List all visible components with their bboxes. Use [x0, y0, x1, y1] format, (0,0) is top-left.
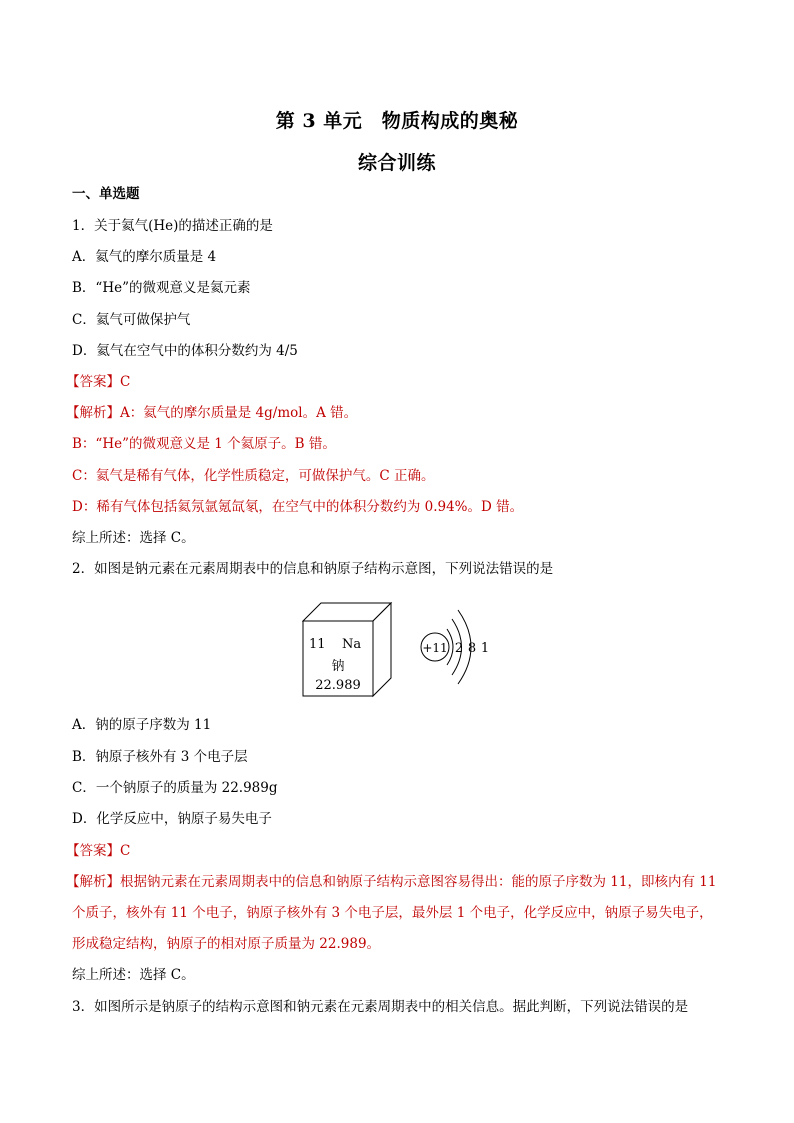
nucleus-charge: +11 [422, 641, 448, 655]
question-2-analysis-line-1 [66, 872, 716, 892]
question-1-summary: 综上所述：选择 C。 [72, 530, 195, 546]
question-1-option-a: A．氦气的摩尔质量是 4 [72, 249, 217, 265]
answer-value: C [120, 843, 131, 859]
answer-tag: 【答案】 [66, 374, 120, 390]
analysis-text: 根据钠元素在元素周期表中的信息和钠原子结构示意图容易得出：能的原子序数为 11，即核内有 11 [120, 874, 717, 890]
question-1-option-c: C．氦气可做保护气 [72, 312, 191, 328]
shell-2-count: 8 [467, 641, 477, 656]
section-heading: 一、单选题 [72, 186, 140, 202]
analysis-text: A：氦气的摩尔质量是 4g/mol。A 错。 [120, 405, 358, 421]
question-2-analysis-line-3: 形成稳定结构，钠原子的相对原子质量为 22.989。 [72, 936, 381, 952]
question-1-analysis-line-2: B：“He”的微观意义是 1 个氦原子。B 错。 [72, 436, 336, 452]
question-2-option-b: B．钠原子核外有 3 个电子层 [72, 749, 248, 765]
question-2-option-d: D．化学反应中，钠原子易失电子 [72, 811, 272, 827]
answer-tag: 【答案】 [66, 843, 120, 859]
atomic-structure-figure [418, 598, 500, 694]
atomic-mass: 22.989 [315, 678, 361, 693]
question-1-answer [66, 372, 130, 392]
question-1-analysis-line-1 [66, 403, 357, 423]
page-title: 第 3 单元 物质构成的奥秘 [275, 110, 519, 132]
question-2-option-c: C．一个钠原子的质量为 22.989g [72, 780, 278, 796]
question-2-analysis-line-2: 个质子，核外有 11 个电子，钠原子核外有 3 个电子层，最外层 1 个电子，化学反应中，钠原子易失电子， [72, 905, 713, 921]
question-2-answer [66, 841, 130, 861]
question-2-stem: 2．如图是钠元素在元素周期表中的信息和钠原子结构示意图，下列说法错误的是 [72, 561, 554, 577]
shell-1-count: 2 [454, 641, 464, 656]
answer-value: C [120, 374, 131, 390]
question-1-analysis-line-4: D：稀有气体包括氦氖氩氪氙氡，在空气中的体积分数约为 0.94%。D 错。 [72, 499, 524, 515]
analysis-tag: 【解析】 [66, 405, 120, 421]
analysis-tag: 【解析】 [66, 874, 120, 890]
element-name: 钠 [331, 659, 345, 674]
question-1-analysis-line-3: C：氦气是稀有气体，化学性质稳定，可做保护气。C 正确。 [72, 468, 435, 484]
atomic-number: 11 [309, 637, 326, 652]
element-symbol: Na [342, 637, 362, 652]
question-1-option-b: B．“He”的微观意义是氦元素 [72, 280, 251, 296]
periodic-table-cell-figure [302, 602, 394, 698]
question-1-stem: 1．关于氦气(He)的描述正确的是 [72, 218, 273, 234]
shell-3-count: 1 [480, 641, 490, 656]
question-2-option-a: A．钠的原子序数为 11 [72, 717, 212, 733]
question-1-option-d: D．氦气在空气中的体积分数约为 4/5 [72, 343, 298, 359]
question-3-stem: 3．如图所示是钠原子的结构示意图和钠元素在元素周期表中的相关信息。据此判断，下列说法错误的是 [72, 999, 689, 1015]
question-2-summary: 综上所述：选择 C。 [72, 967, 195, 983]
page-subtitle: 综合训练 [357, 152, 436, 174]
